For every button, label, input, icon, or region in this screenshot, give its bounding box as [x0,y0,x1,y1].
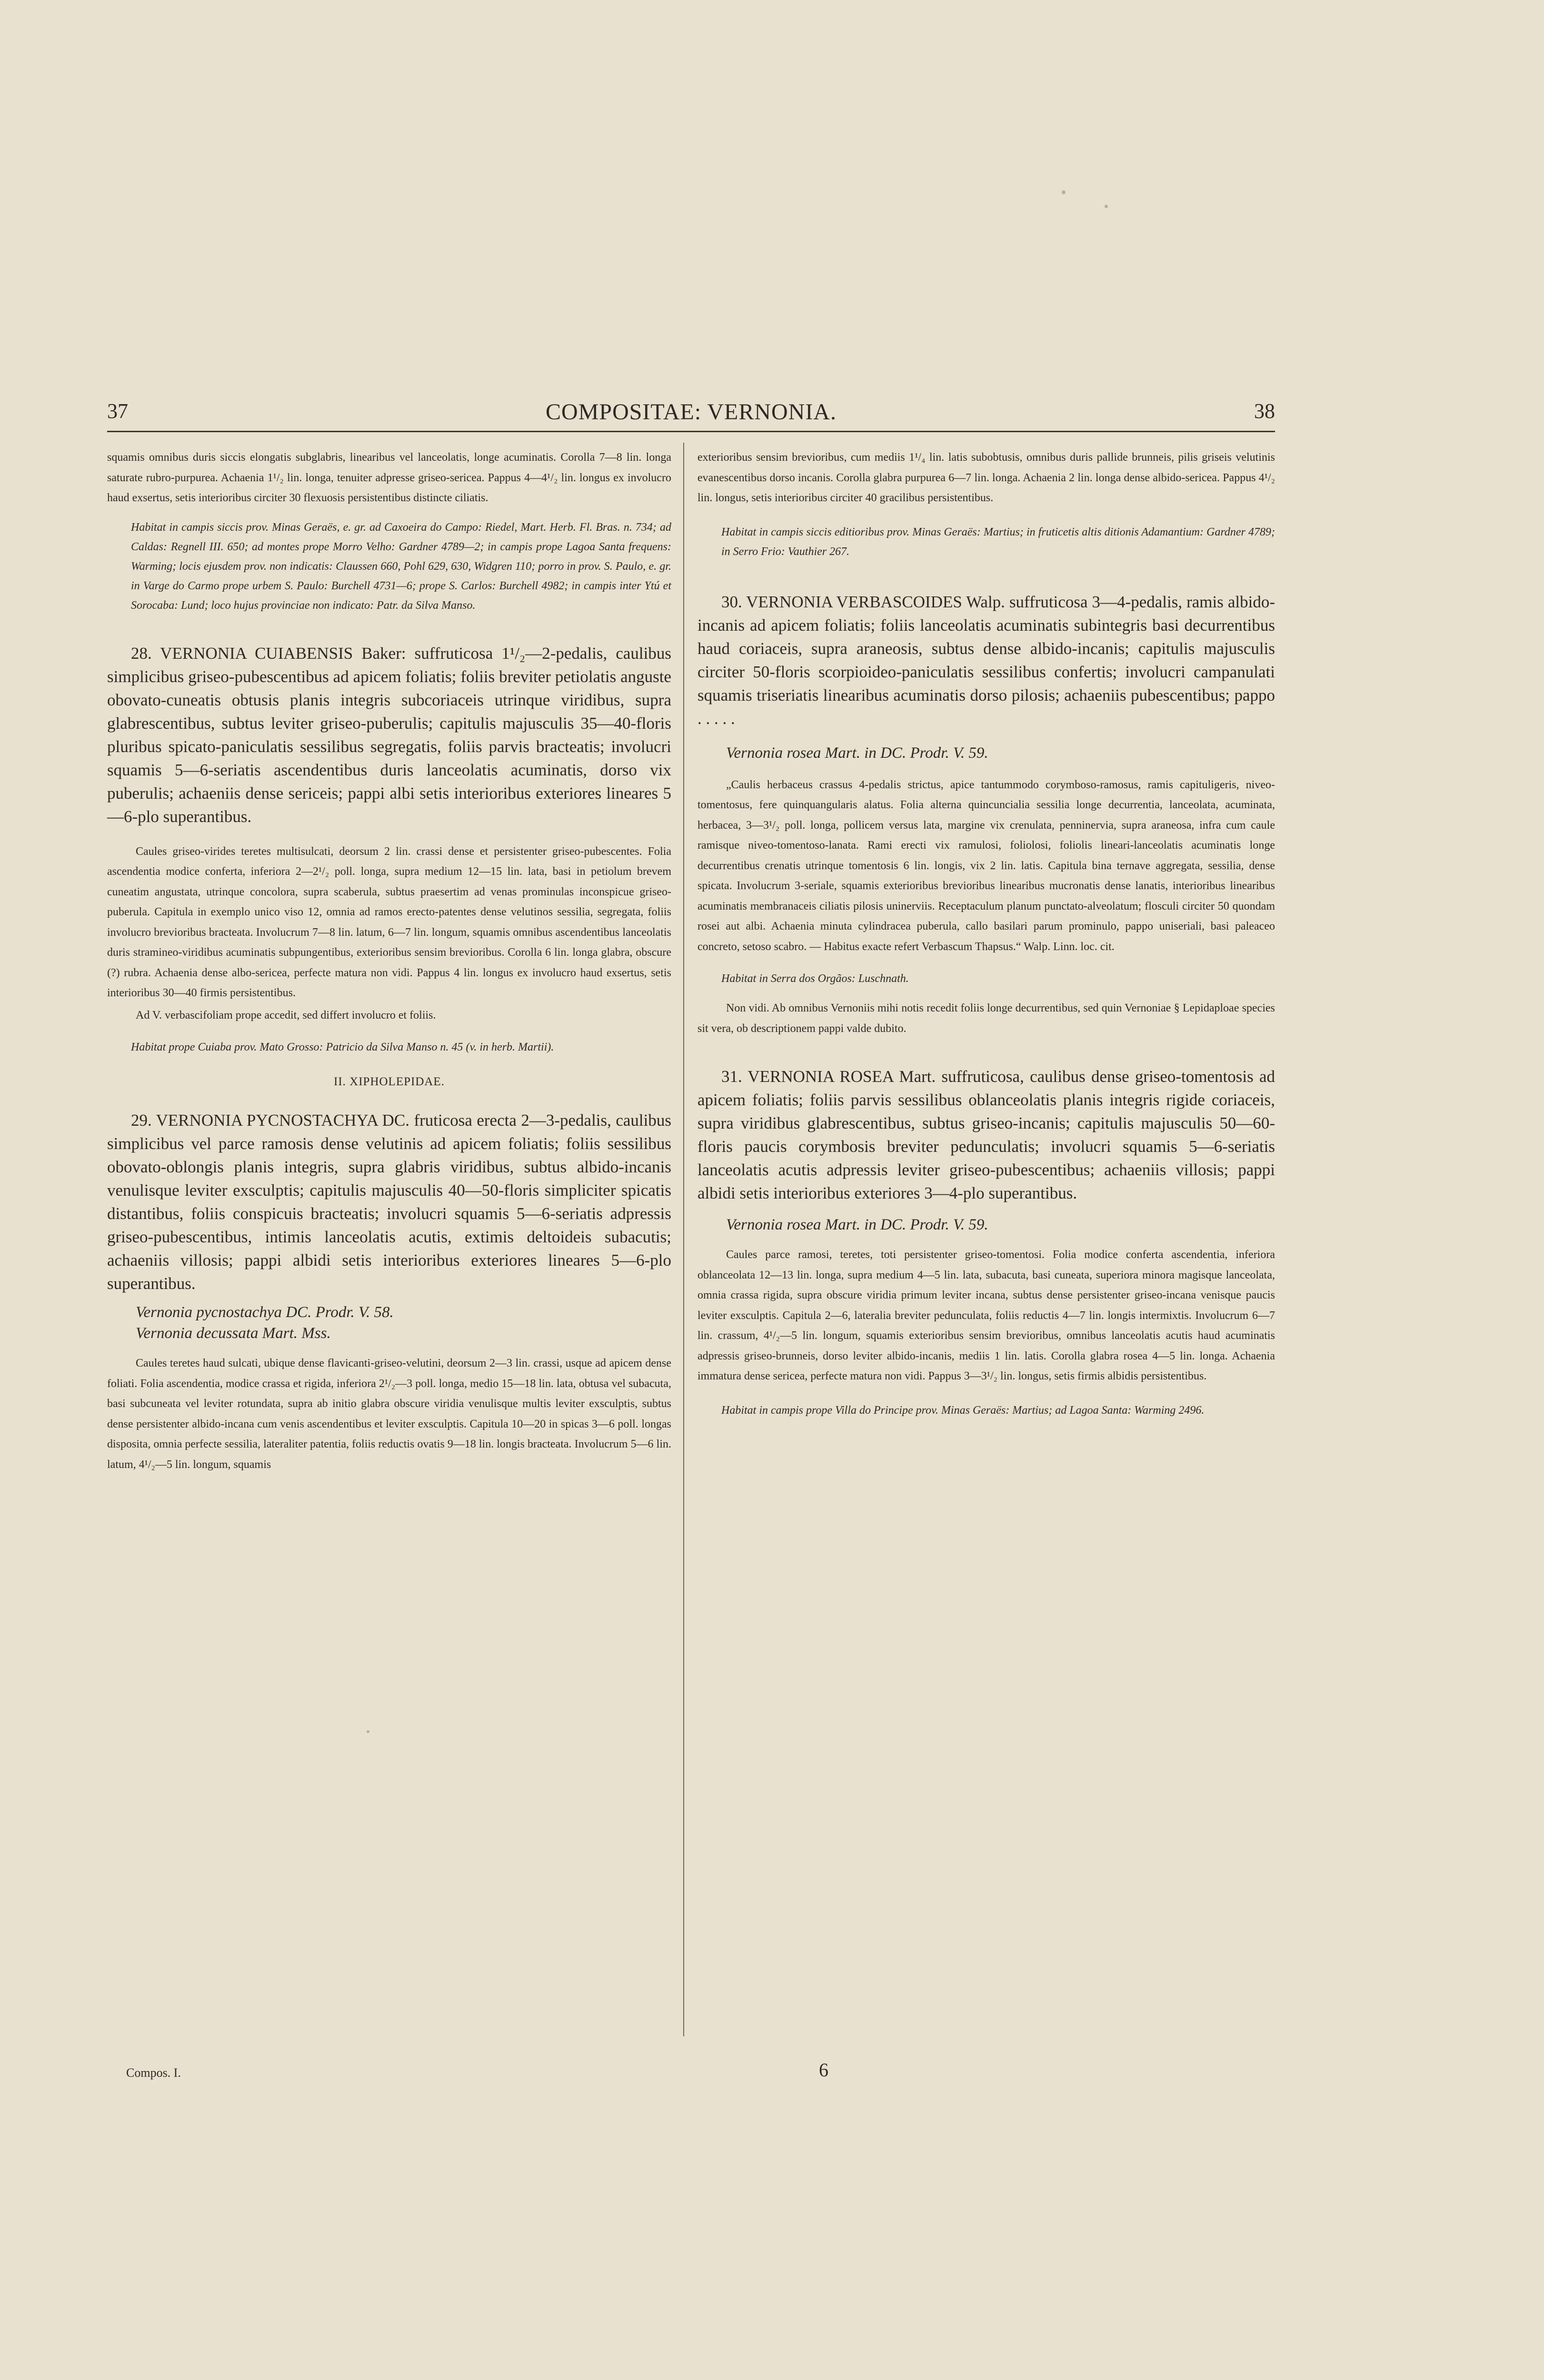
paper-speck [1105,205,1108,208]
habitat-paragraph: Habitat in campis siccis editioribus prov. Minas Geraës: Martius; in fruticetis altis ditionis Adamantium: Gardner 4789; in Serro Frio: Vauthier 267. [721,526,1275,558]
description-continued: squamis omnibus duris siccis elongatis subglabris, linearibus vel lanceolatis, longe acuminatis. Corolla 7—8 lin. longa saturate rubro-purpurea. Achaenia 1¹/₂ lin. longa, tenuiter adpresse griseo-sericea. Pappus 4—4¹/₂ lin. longus ex involucro haud exsertus, setis interioribus circiter 30 flexuosis persistentibus distincte ciliatis. [107,451,671,504]
running-header [107,399,1275,427]
habitat-paragraph: Habitat in Serra dos Orgãos: Luschnath. [721,972,909,985]
running-title: COMPOSITAE: VERNONIA. [546,399,837,425]
header-rule [107,431,1275,432]
paper-speck [367,1730,369,1733]
species-description: Caules teretes haud sulcati, ubique dense flavicanti-griseo-velutini, deorsum 2—3 lin. crassi, usque ad apicem dense foliati. Folia ascendentia, modice crassa et rigida, inferiora 2¹/₂—3 poll. longa, medio 15—18 lin. lata, obtusa vel subacuta, basi subcuneata vel leviter rotundata, supra ab initio glabra obscure viridia venulisque multis leviter exsculptis, subtus dense persistenter albido-incana cum venis ascendentibus et leviter exsculptis. Capitula 10—20 in spicas 3—6 poll. longas disposita, omnia perfecte sessilia, lateraliter patentia, foliis reductis ovatis 9—18 lin. longis bracteata. Involucrum 5—6 lin. latum, 4¹/₂—5 lin. longum, squamis [107,1357,671,1471]
synonym-rosea-ref: Vernonia rosea Mart. in DC. Prodr. V. 59. [726,1216,988,1233]
habitat-paragraph: Habitat prope Cuiaba prov. Mato Grosso: Patricio da Silva Manso n. 45 (v. in herb. Martii). [131,1041,554,1053]
page-number-right: 38 [1254,399,1275,423]
page-number-left: 37 [107,399,128,423]
left-column [107,447,671,1475]
synonym: Vernonia pycnostachya DC. Prodr. V. 58. [136,1304,394,1321]
species-diagnosis: 30. VERNONIA VERBASCOIDES Walp. suffruticosa 3—4-pedalis, ramis albido-incanis ad apicem foliatis; foliis lanceolatis acuminatis subintegris basi decurrentibus haud coriaceis, supra araneosis, subtus dense albido-incanis; capitulis majusculis circiter 50-floris scorpioideo-paniculatis sessilibus confertis; involucri campanulati squamis triseriatis linearibus acuminatis dorso pilosis; achaeniis pubescentibus; pappo . . . . . [697,592,1275,728]
paper-speck [1062,190,1066,194]
description-continued: exterioribus sensim brevioribus, cum mediis 1¹/₄ lin. latis subobtusis, omnibus duris pallide brunneis, pilis griseis velutinis evanescentibus dorso incanis. Corolla glabra purpurea 6—7 lin. longa. Achaenia 2 lin. longa dense albido-sericea. Pappus 4¹/₂ lin. longus, setis interioribus circiter 40 gracilibus persistentibus. [697,451,1275,504]
signature-mark: Compos. I. [126,2066,181,2080]
section-heading: II. XIPHOLEPIDAE. [334,1075,445,1088]
species-description: „Caulis herbaceus crassus 4-pedalis strictus, apice tantummodo corymboso-ramosus, ramis capituligeris, niveo-tomentosus, fere quinquangularis alatus. Folia alterna quincuncialia sessilia longe decurrentia, lanceolata, acuminata, herbacea, 3—3¹/₂ poll. longa, pollicem versus lata, margine vix crenulata, penninervia, supra araneosa, infra cum caule ramisque niveo-tomentoso-lanata. Rami erecti vix ramulosi, foliolosi, foliolis lineari-lanceolatis acuminatis longe decurrentibus crenatis utrinque tomentosis 6 lin. longis, vix 2 lin. latis. Capitula bina ternave aggregata, sessilia, dense spicata. Involucrum 3-seriale, squamis exterioribus brevioribus linearibus mucronatis dense lanatis, interioribus linearibus acuminatis membranaceis ciliatis pilosis uninerviis. Receptaculum planum punctato-alveolatum; flosculi circiter 50 quondam rosei aut albi. Achaenia minuta cylindracea puberula, callo basilari parum prominulo, pappo uniseriali, basi paleaceo concreto, setoso scabro. — Habitus exacte refert Verbascum Thapsus.“ Walp. Linn. loc. cit. [697,778,1275,953]
species-note: Ad V. verbascifoliam prope accedit, sed differt involucro et foliis. [136,1009,436,1021]
sheet-signature: 6 [819,2059,828,2081]
right-column [697,447,1275,1420]
column-divider [683,443,684,2036]
species-diagnosis: 31. VERNONIA ROSEA Mart. suffruticosa, caulibus dense griseo-tomentosis ad apicem foliatis; foliis parvis sessilibus oblanceolatis planis integris rigide coriaceis, supra viridibus glabrescentibus, subtus griseo-incanis; capitulis majusculis 50—60-floris paucis corymbosis breviter pedunculatis; involucri squamis 5—6-seriatis lanceolatis acutis adpressis leviter griseo-pubescentibus; achaeniis villosis; pappi albidi setis interioribus exteriores 3—4-plo superantibus. [697,1067,1275,1202]
habitat-paragraph: Habitat in campis siccis prov. Minas Geraës, e. gr. ad Caxoeira do Campo: Riedel, Mart. Herb. Fl. Bras. n. 734; ad Caldas: Regnell III. 650; ad montes prope Morro Velho: Gardner 4789—2; in campis prope Lagoa Santa frequens: Warming; locis ejusdem prov. non indicatis: Claussen 660, Pohl 629, 630, Widgren 110; porro in prov. S. Paulo, e. gr. in Varge do Carmo prope urbem S. Paulo: Burchell 4731—6; prope S. Carlos: Burchell 4982; in campis inter Ytú et Sorocaba: Lund; loco hujus provinciae non indicato: Patr. da Silva Manso. [131,521,671,612]
species-note: Non vidi. Ab omnibus Vernoniis mihi notis recedit foliis longe decurrentibus, sed quin Vernoniae § Lepidaploae species sit vera, ob descriptionem pappi valde dubito. [697,1002,1275,1035]
habitat-paragraph: Habitat in campis prope Villa do Principe prov. Minas Geraës: Martius; ad Lagoa Santa: Warming 2496. [721,1404,1205,1417]
species-description: Caules griseo-virides teretes multisulcati, deorsum 2 lin. crassi dense et persistenter griseo-pubescentes. Folia ascendentia modice conferta, inferiora 2—2¹/₂ poll. longa, supra medium 12—15 lin. lata, basi in petiolum brevem cuneatim angustata, utrinque concolora, supra scaberula, subtus praesertim ad venas prominulas inconspicue griseo-puberula. Capitula in exemplo unico viso 12, omnia ad ramos erecto-patentes dense velutinos sessilia, segregata, foliis involucro brevioribus bracteata. Involucrum 7—8 lin. latum, 6—7 lin. longum, squamis omnibus ascendentibus lanceolatis duris stramineo-viridibus acuminatis subpungentibus, exterioribus sensim brevioribus. Corolla 6 lin. longa glabra, obscure (?) rubra. Achaenia dense albo-sericea, perfecte matura non vidi. Pappus 4 lin. longus ex involucro haud exsertus, setis interioribus 30—40 firmis persistentibus. [107,845,671,999]
species-diagnosis: 28. VERNONIA CUIABENSIS Baker: suffruticosa 1¹/₂—2-pedalis, caulibus simplicibus griseo-pubescentibus ad apicem foliatis; foliis breviter petiolatis anguste obovato-cuneatis obtusis planis integris subcoriaceis utrinque viridibus, supra glabrescentibus, subtus leviter griseo-puberulis; capitulis majusculis 35—40-floris pluribus spicato-paniculatis sessilibus segregatis, foliis parvis bracteatis; involucri squamis 5—6-seriatis ascendentibus duris lanceolatis acuminatis, dorso vix puberulis; achaeniis dense sericeis; pappi albi setis interioribus exteriores lineares 5—6-plo superantibus. [107,644,671,826]
synonym: Vernonia decussata Mart. Mss. [136,1325,331,1342]
synonym: Vernonia rosea Mart. in DC. Prodr. V. 59. [726,744,988,762]
species-diagnosis: 29. VERNONIA PYCNOSTACHYA DC. fruticosa erecta 2—3-pedalis, caulibus simplicibus vel parce ramosis dense velutinis ad apicem foliatis; foliis sessilibus obovato-oblongis planis integris, supra glabris viridibus, subtus albido-incanis venulisque leviter exsculptis; capitulis majusculis 40—50-floris simpliciter spicatis distantibus, foliis conspicuis bracteatis; involucri squamis 5—6-seriatis adpressis griseo-pubescentibus, intimis lanceolatis acutis, extimis deltoideis subacutis; achaeniis villosis; pappi albidi setis interioribus exteriores lineares 5—6-plo superantibus. [107,1111,671,1293]
species-description: Caules parce ramosi, teretes, toti persistenter griseo-tomentosi. Folia modice conferta ascendentia, inferiora oblanceolata 12—13 lin. longa, supra medium 4—5 lin. lata, subacuta, basi cuneata, superiora minora magisque lanceolata, omnia crassa rigida, supra obscure viridia primum leviter incana, subtus dense persistenter griseo-incana venisque paucis leviter exsculptis. Capitula 2—6, lateralia breviter pedunculata, foliis reductis 4—7 lin. longis intermixtis. Involucrum 6—7 lin. crassum, 4¹/₂—5 lin. longum, squamis exterioribus sensim brevioribus, omnibus lanceolatis acutis haud acuminatis adpressis griseo-brunneis, dorso leviter albido-incanis, mediis 1 lin. latis. Corolla glabra rosea 4—5 lin. longa. Achaenia immatura dense sericea, perfecte matura non vidi. Pappus 3—3¹/₂ lin. longus, setis firmis albidis persistentibus. [697,1249,1275,1382]
